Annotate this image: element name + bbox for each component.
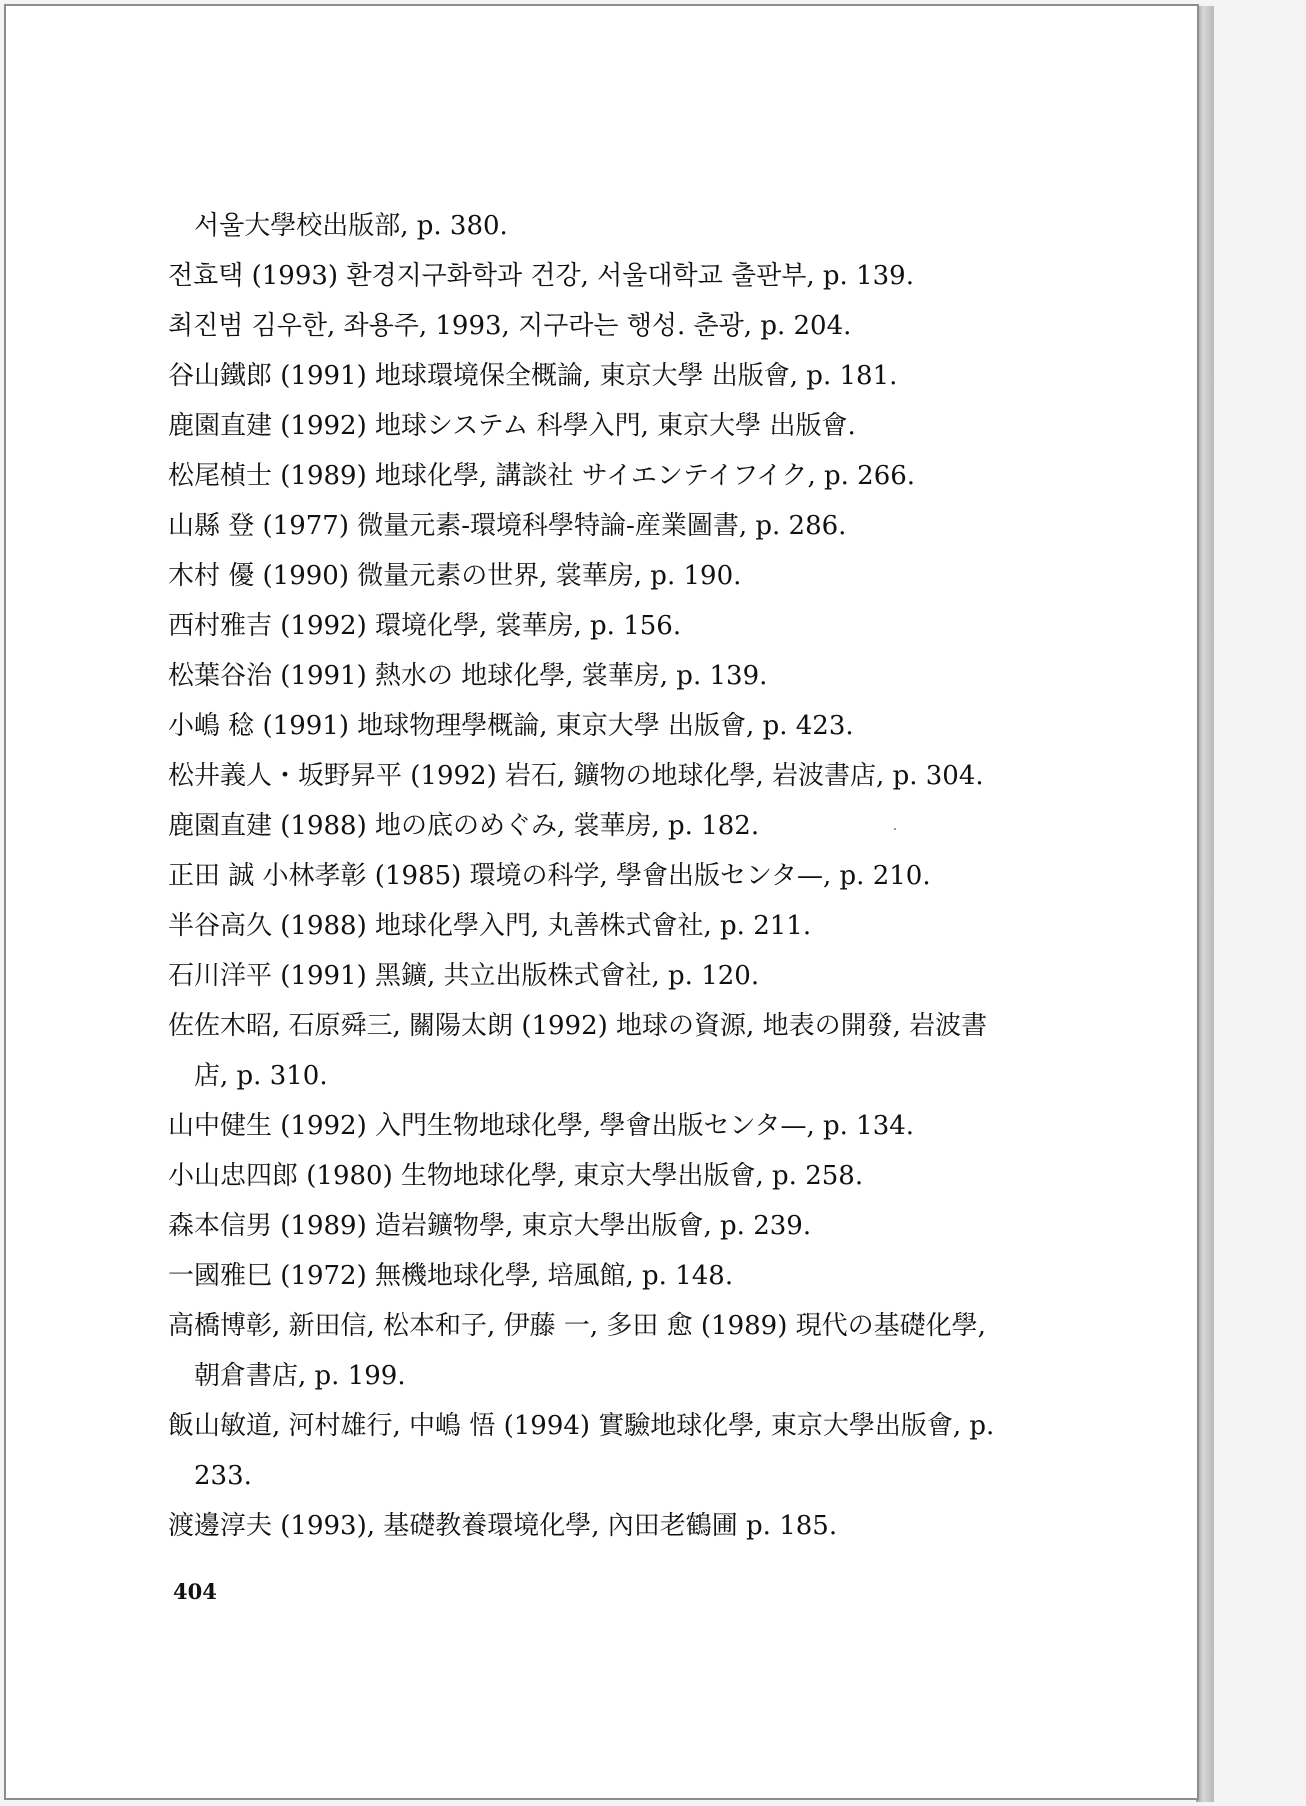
reference-item (168, 301, 1078, 351)
reference-text: 鹿園直建 (1992) 地球システム 科學入門, 東京大學 出版會. (168, 411, 856, 441)
reference-text: 西村雅吉 (1992) 環境化學, 裳華房, p. 156. (168, 611, 682, 641)
reference-text: 鹿園直建 (1988) 地の底のめぐみ, 裳華房, p. 182. (168, 811, 760, 841)
reference-item (168, 651, 1078, 701)
document-page (4, 4, 1199, 1800)
reference-item (168, 1001, 1078, 1101)
page-number: 404 (173, 1579, 217, 1604)
scan-speck (894, 828, 896, 830)
reference-text: 小山忠四郎 (1980) 生物地球化學, 東京大學出版會, p. 258. (168, 1161, 864, 1191)
reference-text: 小嶋 稔 (1991) 地球物理學概論, 東京大學 出版會, p. 423. (168, 711, 854, 741)
reference-item (168, 851, 1078, 901)
reference-text: 飯山敏道, 河村雄行, 中嶋 悟 (1994) 實驗地球化學, 東京大學出版會, p. (168, 1411, 995, 1441)
reference-text: 谷山鐵郎 (1991) 地球環境保全概論, 東京大學 出版會, p. 181. (168, 361, 898, 391)
reference-item (168, 901, 1078, 951)
reference-item (168, 201, 1078, 251)
reference-item (168, 451, 1078, 501)
reference-text: 森本信男 (1989) 造岩鑛物學, 東京大學出版會, p. 239. (168, 1211, 812, 1241)
reference-text: 松尾楨士 (1989) 地球化學, 講談社 サイエンテイフイク, p. 266. (168, 461, 916, 491)
reference-item (168, 1501, 1078, 1551)
reference-text: 半谷高久 (1988) 地球化學入門, 丸善株式會社, p. 211. (168, 911, 812, 941)
reference-item (168, 1201, 1078, 1251)
reference-item (168, 251, 1078, 301)
reference-item (168, 751, 1078, 801)
reference-item (168, 351, 1078, 401)
reference-text: 石川洋平 (1991) 黑鑛, 共立出版株式會社, p. 120. (168, 961, 760, 991)
reference-text: 佐佐木昭, 石原舜三, 關陽太朗 (1992) 地球の資源, 地表の開發, 岩波書 (168, 1011, 988, 1041)
reference-text: 서울大學校出版部, p. 380. (194, 211, 508, 241)
reference-text: 山縣 登 (1977) 微量元素-環境科學特論-産業圖書, p. 286. (168, 511, 847, 541)
reference-text: 최진범 김우한, 좌용주, 1993, 지구라는 행성. 춘광, p. 204. (168, 311, 852, 341)
reference-item (168, 1101, 1078, 1151)
reference-text-continuation: 朝倉書店, p. 199. (194, 1361, 406, 1391)
reference-text-continuation: 店, p. 310. (194, 1061, 328, 1091)
reference-item (168, 951, 1078, 1001)
reference-text: 高橋博彰, 新田信, 松本和子, 伊藤 一, 多田 愈 (1989) 現代の基礎化學, (168, 1311, 986, 1341)
reference-text: 山中健生 (1992) 入門生物地球化學, 學會出版センタ—, p. 134. (168, 1111, 915, 1141)
reference-item (168, 701, 1078, 751)
reference-item (168, 1401, 1078, 1501)
reference-item (168, 551, 1078, 601)
reference-item (168, 1151, 1078, 1201)
reference-text: 正田 誠 小林孝彰 (1985) 環境の科学, 學會出版センタ—, p. 210. (168, 861, 931, 891)
reference-item (168, 1301, 1078, 1401)
reference-item (168, 501, 1078, 551)
reference-text: 木村 優 (1990) 微量元素の世界, 裳華房, p. 190. (168, 561, 742, 591)
reference-text: 전효택 (1993) 환경지구화학과 건강, 서울대학교 출판부, p. 139. (168, 261, 914, 291)
reference-text: 一國雅巳 (1972) 無機地球化學, 培風館, p. 148. (168, 1261, 734, 1291)
reference-item (168, 601, 1078, 651)
reference-list (168, 201, 1078, 1551)
reference-item (168, 401, 1078, 451)
reference-text-continuation: 233. (194, 1461, 252, 1491)
reference-item (168, 801, 1078, 851)
reference-text: 松葉谷治 (1991) 熱水の 地球化學, 裳華房, p. 139. (168, 661, 768, 691)
reference-text: 松井義人・坂野昇平 (1992) 岩石, 鑛物の地球化學, 岩波書店, p. 304. (168, 761, 984, 791)
reference-item (168, 1251, 1078, 1301)
reference-text: 渡邊淳夫 (1993), 基礎教養環境化學, 內田老鶴圃 p. 185. (168, 1511, 838, 1541)
